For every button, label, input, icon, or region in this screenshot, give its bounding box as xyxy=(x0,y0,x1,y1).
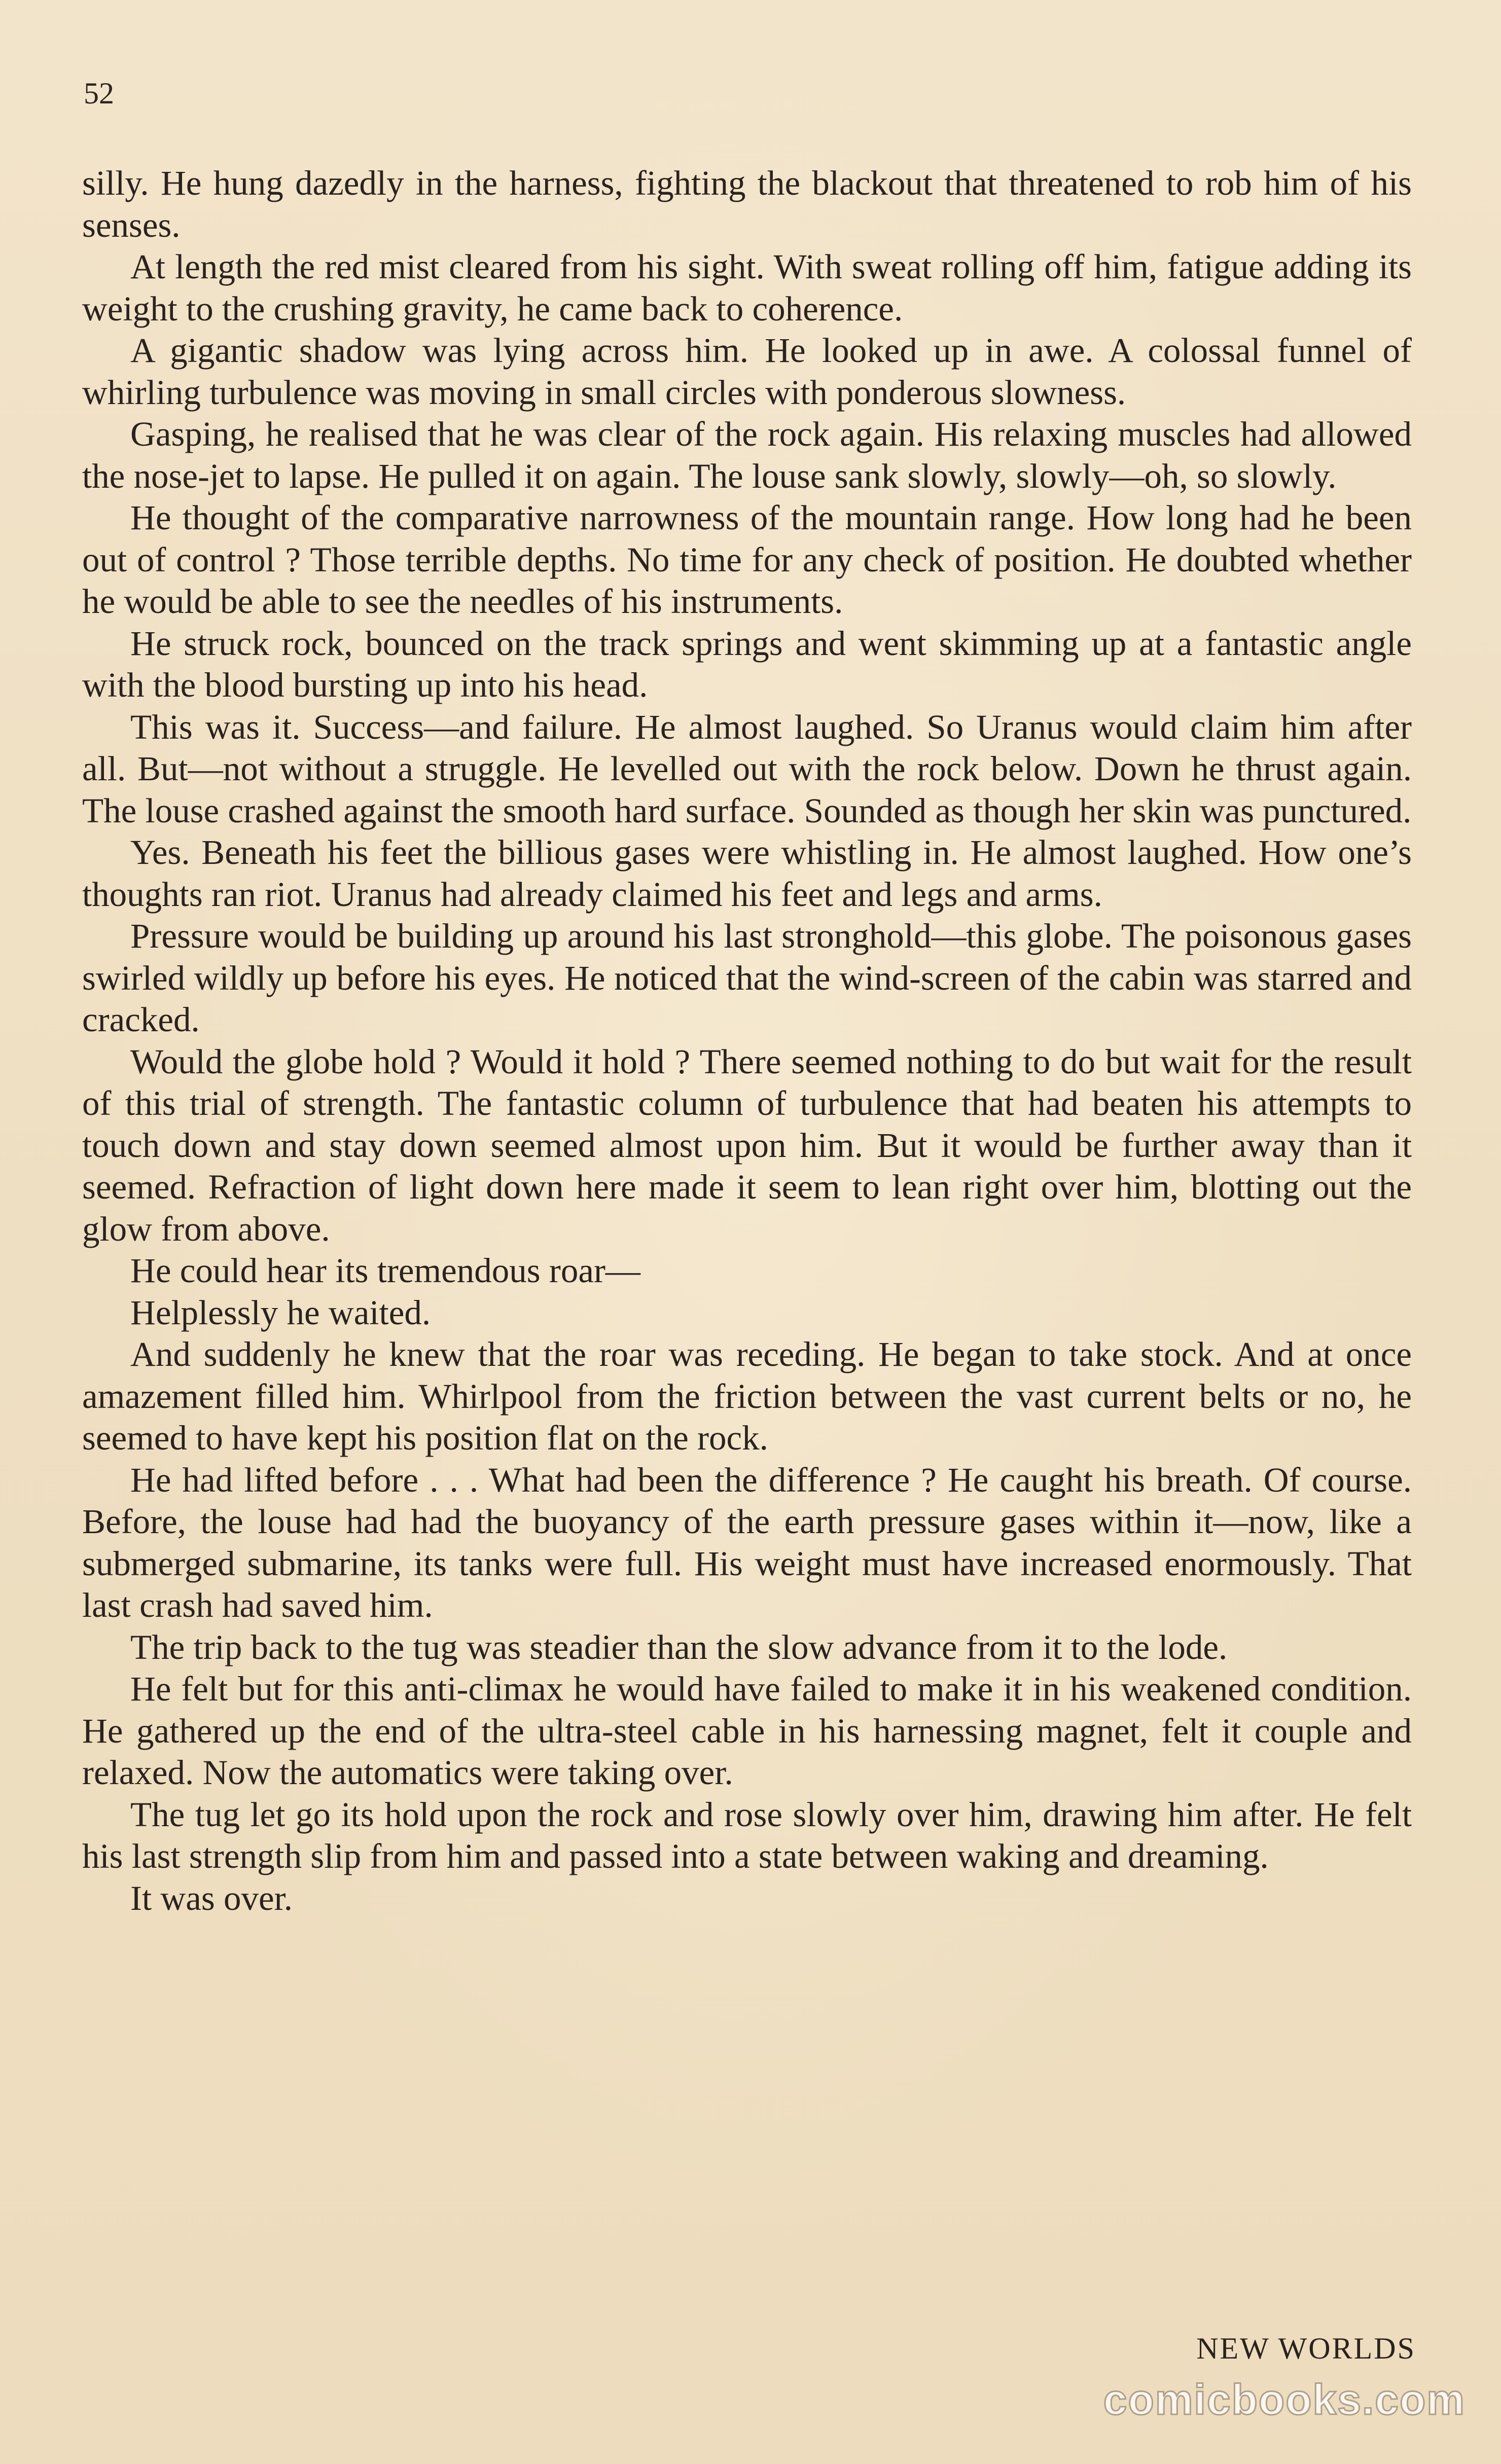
story-text xyxy=(82,162,1412,1919)
paragraph: Pressure would be building up around his last stronghold—this globe. The poisonous gases swirled wildly up before his eyes. He noticed that the wind-screen of the cabin was starred and cracked. xyxy=(82,917,1412,1039)
magazine-title: NEW WORLDS xyxy=(1196,2332,1416,2365)
paragraph: He thought of the comparative narrowness of the mountain range. How long had he been out of control ? Those terrible depths. No time for any check of position. He doubted whether he would be able to see the needles of his instruments. xyxy=(82,498,1412,621)
paragraph: silly. He hung dazedly in the harness, fighting the blackout that threatened to rob him of his senses. xyxy=(82,164,1412,244)
paragraph: He felt but for this anti-climax he would have failed to make it in his weakened condition. He gathered up the end of the ultra-steel cable in his harnessing magnet, felt it couple and relaxed. Now the automatics were taking over. xyxy=(82,1670,1412,1792)
paragraph: He could hear its tremendous roar— xyxy=(130,1251,640,1290)
paragraph: He had lifted before . . . What had been the difference ? He caught his breath. Of course. Before, the louse had had the buoyancy of the earth pressure gases within it—now, like a submerged submarine, its tanks were full. His weight must have increased enormously. That last crash had saved him. xyxy=(82,1460,1412,1624)
paragraph: Yes. Beneath his feet the billious gases were whistling in. He almost laughed. How one’s thoughts ran riot. Uranus had already claimed his feet and legs and arms. xyxy=(82,833,1412,914)
paragraph: And suddenly he knew that the roar was receding. He began to take stock. And at once amazement filled him. Whirlpool from the friction between the vast current belts or no, he seemed to have kept his position flat on the rock. xyxy=(82,1335,1412,1457)
paragraph: At length the red mist cleared from his sight. With sweat rolling off him, fatigue adding its weight to the crushing gravity, he came back to coherence. xyxy=(82,247,1412,328)
watermark: comicbooks.com xyxy=(1103,2376,1466,2423)
paragraph: He struck rock, bounced on the track springs and went skimming up at a fantastic angle with the blood bursting up into his head. xyxy=(82,624,1412,704)
paragraph: The tug let go its hold upon the rock and rose slowly over him, drawing him after. He felt his last strength slip from him and passed into a state between waking and dreaming. xyxy=(82,1795,1412,1875)
paragraph: Helplessly he waited. xyxy=(130,1293,431,1332)
paragraph: This was it. Success—and failure. He almost laughed. So Uranus would claim him after all. But—not without a struggle. He levelled out with the rock below. Down he thrust again. The louse crashed against the smooth hard surface. Sounded as though her skin was punctured. xyxy=(82,707,1412,830)
paragraph: It was over. xyxy=(130,1878,293,1917)
paragraph: The trip back to the tug was steadier than the slow advance from it to the lode. xyxy=(130,1627,1228,1666)
page-number: 52 xyxy=(84,77,114,110)
paragraph: Would the globe hold ? Would it hold ? There seemed nothing to do but wait for the result of this trial of strength. The fantastic column of turbulence that had beaten his attempts to touch down and stay down seemed almost upon him. But it would be further away than it seemed. Refraction of light down here made it seem to lean right over him, blotting out the glow from above. xyxy=(82,1042,1412,1248)
paragraph: A gigantic shadow was lying across him. He looked up in awe. A colossal funnel of whirling turbulence was moving in small circles with ponderous slowness. xyxy=(82,331,1412,412)
paragraph: Gasping, he realised that he was clear of the rock again. His relaxing muscles had allowed the nose-jet to lapse. He pulled it on again. The louse sank slowly, slowly—oh, so slowly. xyxy=(82,415,1412,495)
